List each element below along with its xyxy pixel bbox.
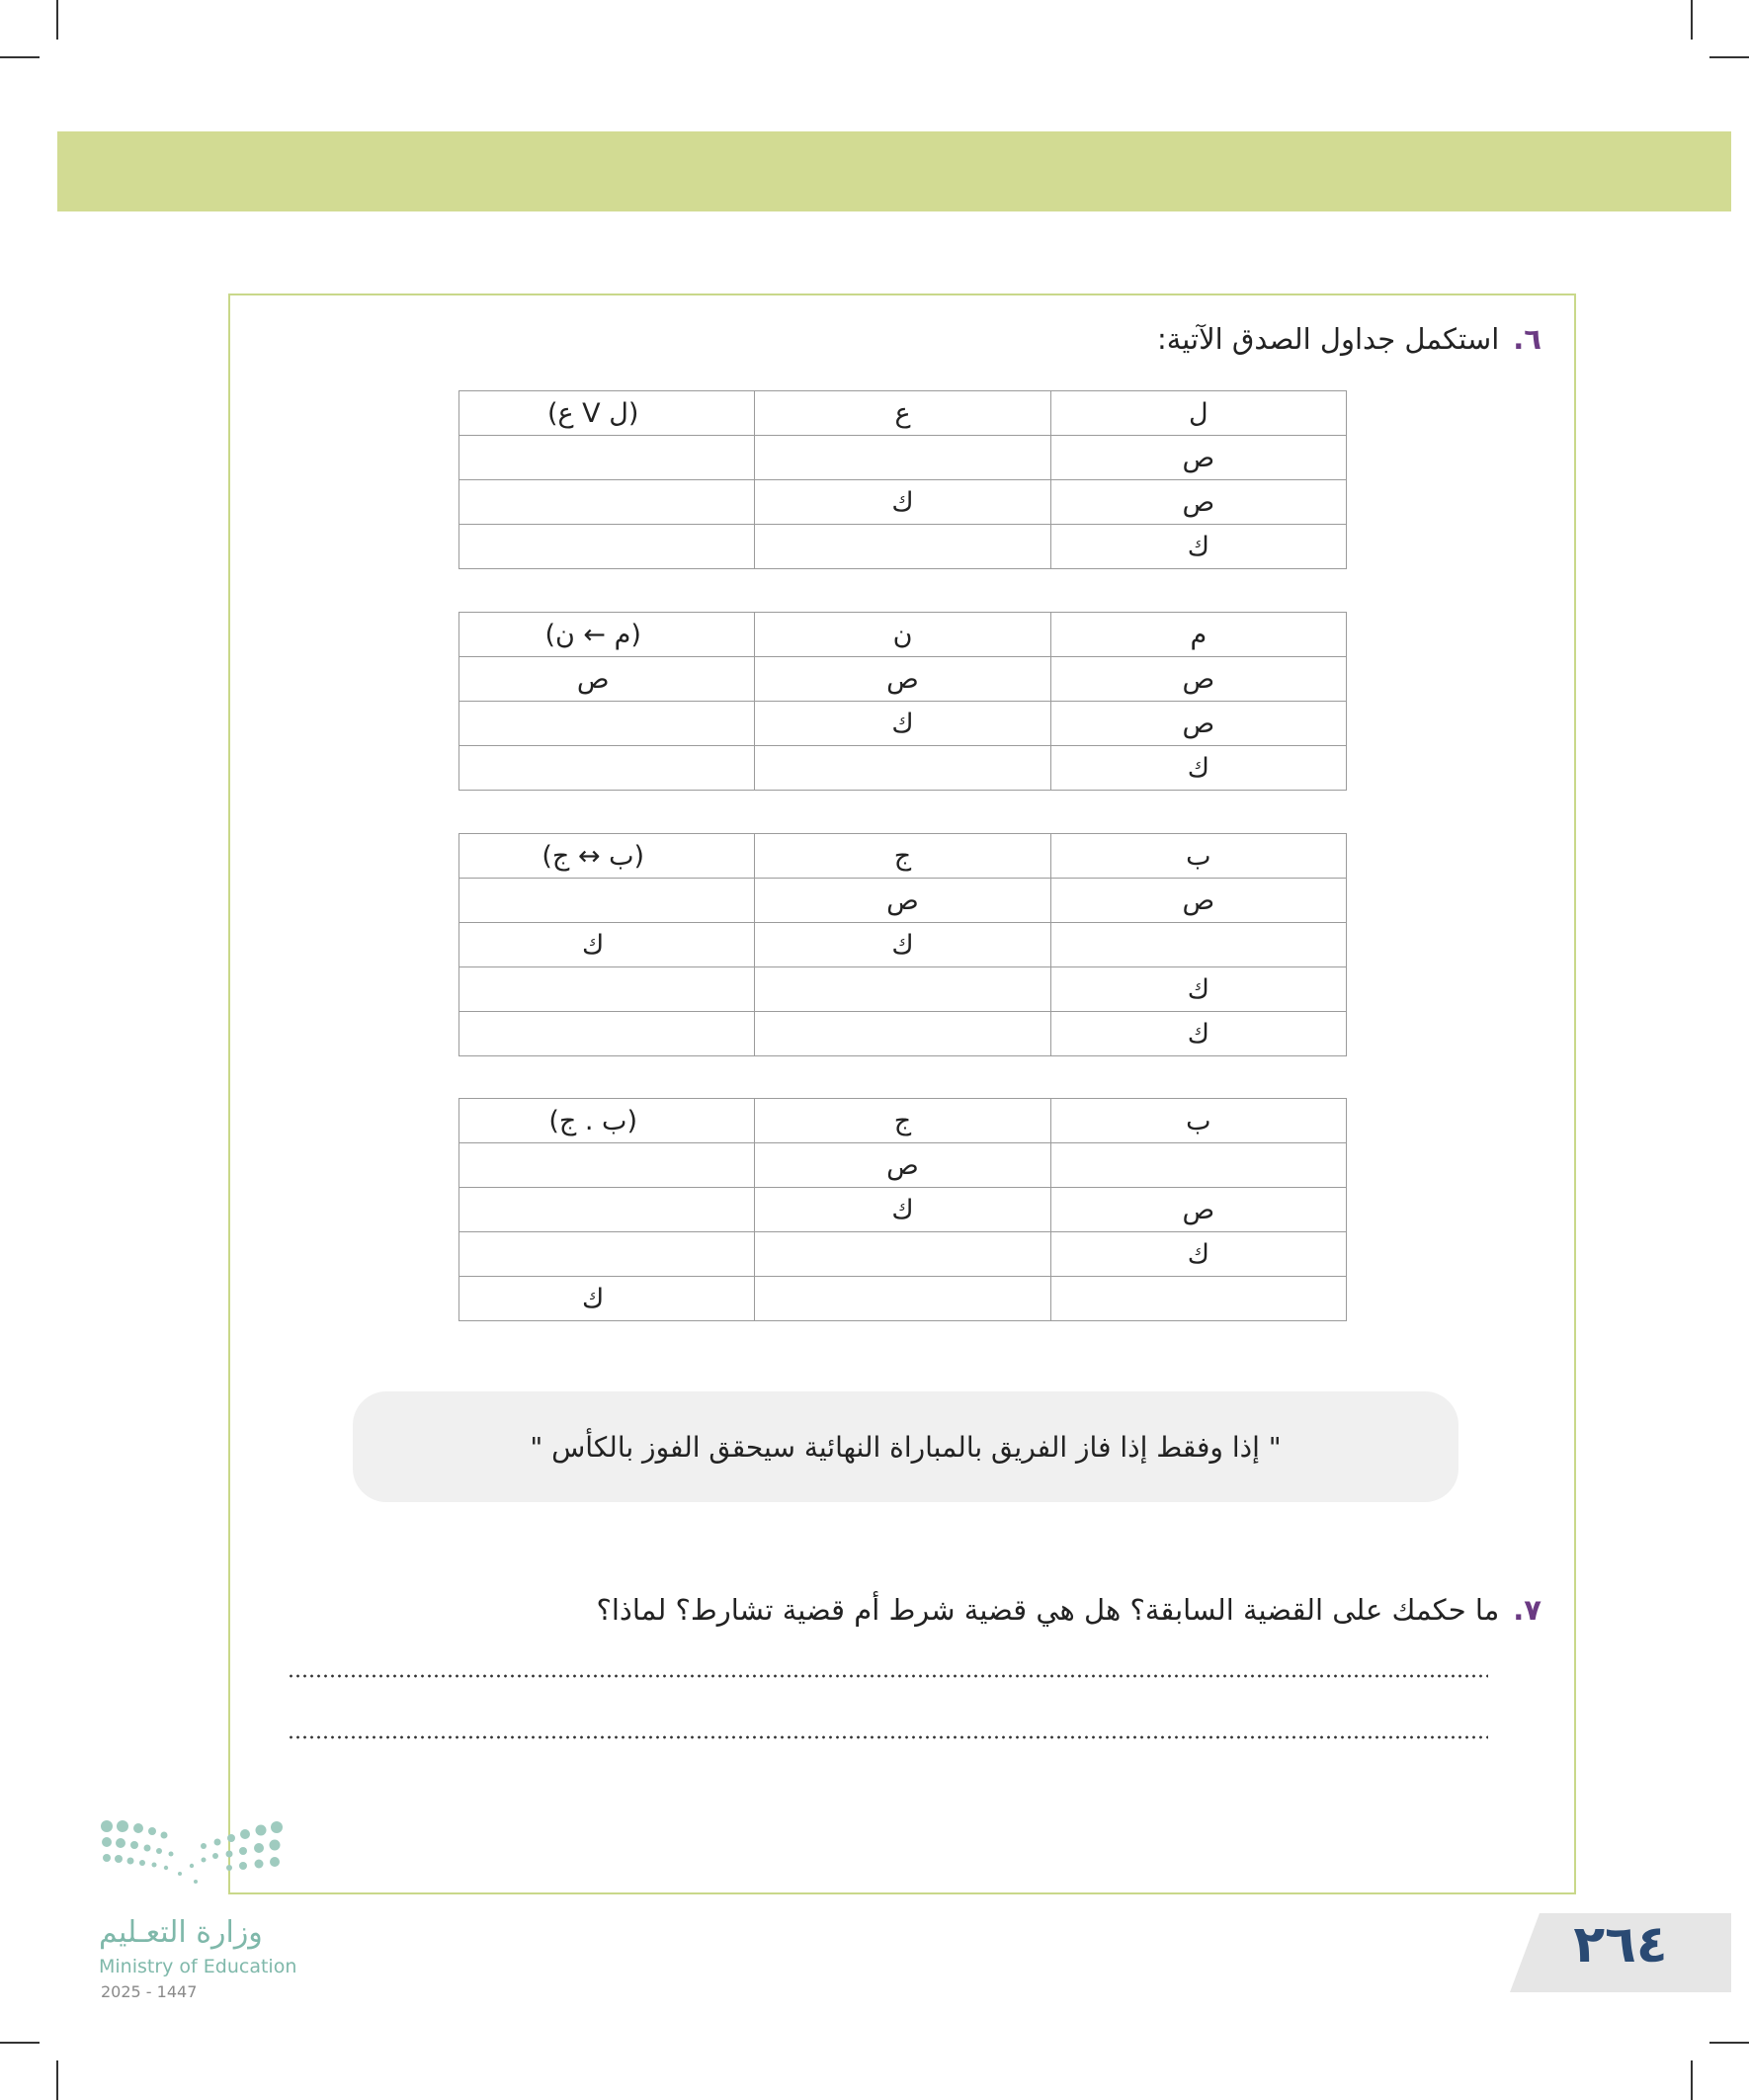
logo-english-text: Ministry of Education: [99, 1956, 297, 1977]
table-cell: ب: [1050, 834, 1346, 879]
table-cell[interactable]: [459, 879, 755, 923]
table-cell: ص: [1050, 436, 1346, 480]
table-cell: ك: [459, 923, 755, 967]
ministry-logo-icon: [99, 1818, 316, 1897]
question-7: [596, 1593, 1541, 1627]
table-cell: ل: [1050, 391, 1346, 436]
table-row: [459, 1232, 1347, 1277]
crop-mark: [56, 2060, 58, 2100]
table-row: [459, 657, 1347, 702]
header-banner: [57, 131, 1731, 211]
table-cell[interactable]: [459, 1232, 755, 1277]
table-cell: (ب . ج): [459, 1099, 755, 1143]
table-cell: ج: [755, 1099, 1050, 1143]
table-cell[interactable]: [459, 746, 755, 791]
answer-line[interactable]: [288, 1674, 1488, 1678]
table-cell: ب: [1050, 1099, 1346, 1143]
table-row: [459, 879, 1347, 923]
table-cell: ك: [755, 480, 1050, 525]
crop-mark: [56, 0, 58, 40]
table-row: [459, 480, 1347, 525]
table-header-row: [459, 391, 1347, 436]
question-6-text: استكمل جداول الصدق الآتية:: [1156, 322, 1500, 356]
table-cell: (ل V ع): [459, 391, 755, 436]
quote-box: [353, 1391, 1458, 1502]
table-row: [459, 702, 1347, 746]
table-cell[interactable]: [459, 1012, 755, 1056]
table-cell: ن: [755, 613, 1050, 657]
table-cell[interactable]: [459, 1143, 755, 1188]
page-number: ٢٦٤: [1573, 1915, 1668, 1974]
table-cell[interactable]: [459, 525, 755, 569]
truth-table-conditional: [458, 612, 1347, 791]
table-header-row: [459, 613, 1347, 657]
table-row: [459, 1143, 1347, 1188]
table-cell[interactable]: [755, 1232, 1050, 1277]
table-cell: ص: [1050, 879, 1346, 923]
table-cell[interactable]: [755, 967, 1050, 1012]
table-cell[interactable]: [459, 967, 755, 1012]
table-cell: ص: [755, 1143, 1050, 1188]
table-cell[interactable]: [459, 480, 755, 525]
table-row: [459, 923, 1347, 967]
crop-mark: [1709, 56, 1749, 58]
table-cell: ك: [1050, 1012, 1346, 1056]
table-cell: ك: [1050, 525, 1346, 569]
table-cell: ص: [755, 657, 1050, 702]
table-cell[interactable]: [459, 1188, 755, 1232]
table-cell: ص: [459, 657, 755, 702]
crop-mark: [1691, 2060, 1693, 2100]
truth-table-conjunction: [458, 1098, 1347, 1321]
table-cell: ك: [459, 1277, 755, 1321]
table-cell[interactable]: [755, 1012, 1050, 1056]
logo-arabic-text: وزارة التعـليم: [99, 1915, 263, 1950]
table-cell[interactable]: [755, 525, 1050, 569]
table-cell[interactable]: [1050, 1277, 1346, 1321]
answer-line[interactable]: [288, 1735, 1488, 1739]
crop-mark: [0, 56, 40, 58]
table-row: [459, 967, 1347, 1012]
table-cell[interactable]: [755, 436, 1050, 480]
table-header-row: [459, 1099, 1347, 1143]
table-cell: ص: [1050, 1188, 1346, 1232]
table-cell[interactable]: [755, 1277, 1050, 1321]
table-cell: ص: [1050, 480, 1346, 525]
table-cell: ك: [1050, 746, 1346, 791]
table-cell[interactable]: [459, 436, 755, 480]
table-cell[interactable]: [1050, 1143, 1346, 1188]
table-row: [459, 746, 1347, 791]
table-row: [459, 1012, 1347, 1056]
logo-year-text: 2025 - 1447: [101, 1982, 198, 2001]
table-cell[interactable]: [755, 746, 1050, 791]
question-6-number: ٦.: [1513, 322, 1541, 356]
table-cell: (ب ↔ ج): [459, 834, 755, 879]
question-7-text: ما حكمك على القضية السابقة؟ هل هي قضية شرط أم قضية تشارط؟ لماذا؟: [596, 1593, 1500, 1627]
table-cell: ع: [755, 391, 1050, 436]
table-cell: ك: [755, 923, 1050, 967]
crop-mark: [0, 2042, 40, 2044]
table-cell: (م ← ن): [459, 613, 755, 657]
quote-text: " إذا وفقط إذا فاز الفريق بالمباراة النهائية سيحقق الفوز بالكأس ": [530, 1430, 1282, 1464]
crop-mark: [1691, 0, 1693, 40]
table-cell: ك: [1050, 967, 1346, 1012]
table-cell: ص: [1050, 702, 1346, 746]
table-row: [459, 1188, 1347, 1232]
table-cell: م: [1050, 613, 1346, 657]
truth-table-biconditional: [458, 833, 1347, 1056]
truth-table-disjunction: [458, 390, 1347, 569]
table-cell[interactable]: [1050, 923, 1346, 967]
table-row: [459, 1277, 1347, 1321]
crop-mark: [1709, 2042, 1749, 2044]
table-cell: ص: [1050, 657, 1346, 702]
table-header-row: [459, 834, 1347, 879]
table-row: [459, 525, 1347, 569]
table-cell: ك: [755, 1188, 1050, 1232]
table-cell: ج: [755, 834, 1050, 879]
table-cell[interactable]: [459, 702, 755, 746]
table-cell: ك: [1050, 1232, 1346, 1277]
table-cell: ك: [755, 702, 1050, 746]
table-row: [459, 436, 1347, 480]
question-7-number: ٧.: [1513, 1593, 1541, 1627]
question-6: [1157, 322, 1541, 356]
table-cell: ص: [755, 879, 1050, 923]
